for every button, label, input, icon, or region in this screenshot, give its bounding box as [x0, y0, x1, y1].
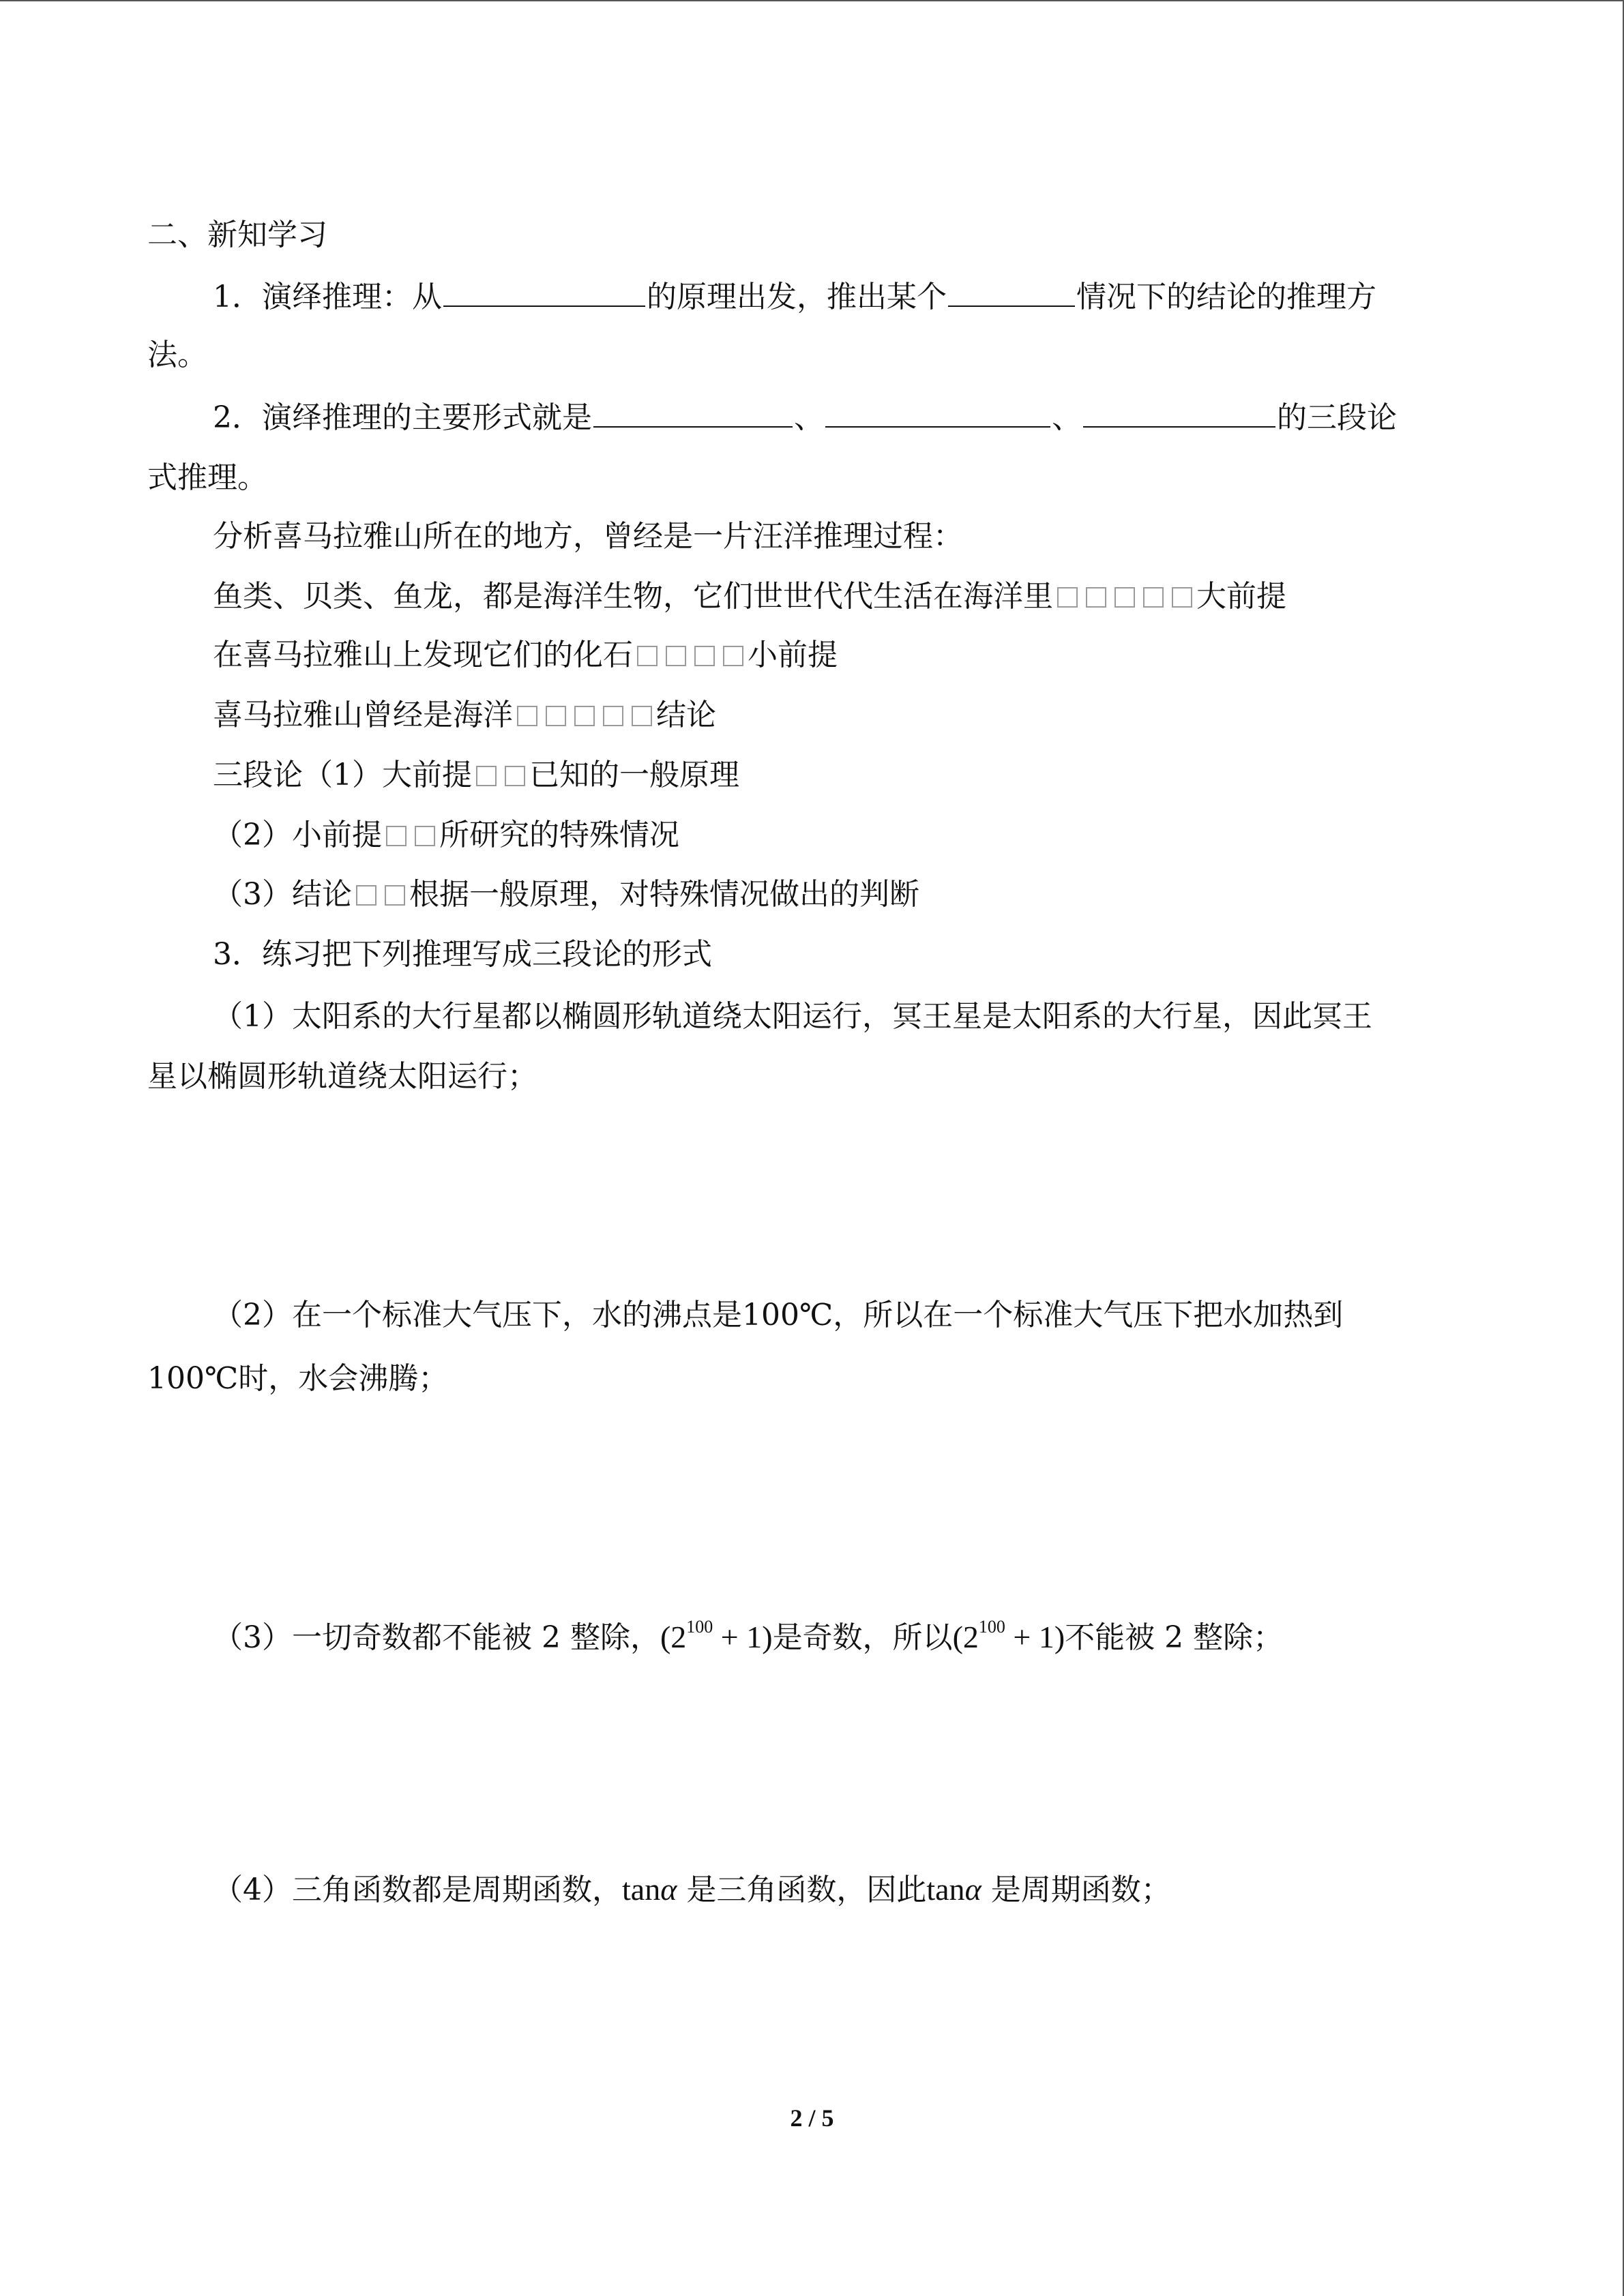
placeholder-box	[546, 706, 566, 726]
minor-premise-line: 在喜马拉雅山上发现它们的化石 小前提	[213, 638, 838, 672]
exercise4-line: （4）三角函数都是周期函数，tanα 是三角函数，因此tanα 是周期函数；	[213, 1872, 1171, 1907]
placeholder-box	[476, 766, 497, 786]
math-expression: $(2^{100} + 1)$	[660, 1617, 773, 1654]
conclusion-line: 喜马拉雅山曾经是海洋 结论	[213, 698, 716, 732]
syllogism-major: 三段论（1）大前提 已知的一般原理	[213, 758, 739, 792]
blank-special-case[interactable]	[948, 275, 1075, 307]
item1-line2: 法。	[147, 338, 207, 372]
placeholder-box	[1143, 587, 1164, 608]
exercise-title: 3．练习把下列推理写成三段论的形式	[213, 937, 712, 972]
syllogism-conclusion: （3）结论 根据一般原理，对特殊情况做出的判断	[213, 877, 919, 912]
syllogism-minor: （2）小前提 所研究的特殊情况	[213, 818, 679, 852]
placeholder-box	[603, 706, 623, 726]
major-premise-line: 鱼类、贝类、鱼龙，都是海洋生物，它们世世代代生活在海洋里 大前提	[213, 579, 1286, 614]
placeholder-box	[415, 826, 435, 846]
section-title: 二、新知学习	[147, 218, 327, 252]
placeholder-box	[632, 706, 652, 726]
math-expression: $(2^{100} + 1)$	[952, 1617, 1065, 1654]
item2-line1: 2．演绎推理的主要形式就是 、 、 的三段论	[213, 396, 1397, 437]
exercise2-line2: 100℃时，水会沸腾；	[147, 1361, 449, 1396]
item2-line2: 式推理。	[147, 460, 267, 495]
placeholder-box	[666, 646, 686, 666]
placeholder-box	[517, 706, 537, 726]
placeholder-box	[1172, 587, 1192, 608]
blank-general-principle[interactable]	[443, 275, 645, 307]
blank-minor-premise[interactable]	[825, 396, 1050, 428]
placeholder-box	[386, 826, 407, 846]
item1-line1: 1．演绎推理：从 的原理出发，推出某个 情况下的结论的推理方	[213, 275, 1376, 316]
placeholder-box	[356, 885, 377, 906]
placeholder-box	[505, 766, 525, 786]
top-border	[0, 0, 1624, 1]
math-expression: tanα	[926, 1872, 981, 1907]
blank-conclusion[interactable]	[1083, 396, 1275, 428]
blank-major-premise[interactable]	[593, 396, 793, 428]
math-expression: tanα	[622, 1872, 677, 1907]
placeholder-box	[723, 646, 743, 666]
placeholder-box	[637, 646, 658, 666]
exercise3-line: （3）一切奇数都不能被 2 整除，$(2^{100} + 1)$是奇数，所以$(2^{100} + 1)$不能被 2 整除；	[213, 1617, 1284, 1655]
exercise1-line2: 星以椭圆形轨道绕太阳运行；	[147, 1059, 537, 1094]
placeholder-box	[385, 885, 405, 906]
analysis-intro: 分析喜马拉雅山所在的地方，曾经是一片汪洋推理过程：	[213, 519, 963, 554]
placeholder-box	[1086, 587, 1106, 608]
placeholder-box	[574, 706, 595, 726]
placeholder-box	[1057, 587, 1078, 608]
placeholder-box	[694, 646, 715, 666]
placeholder-box	[1114, 587, 1135, 608]
page-number: 2 / 5	[790, 2104, 834, 2132]
exercise2-line1: （2）在一个标准大气压下，水的沸点是100℃，所以在一个标准大气压下把水加热到	[213, 1298, 1344, 1332]
exercise1-line1: （1）太阳系的大行星都以椭圆形轨道绕太阳运行，冥王星是太阳系的大行星，因此冥王	[213, 999, 1372, 1034]
